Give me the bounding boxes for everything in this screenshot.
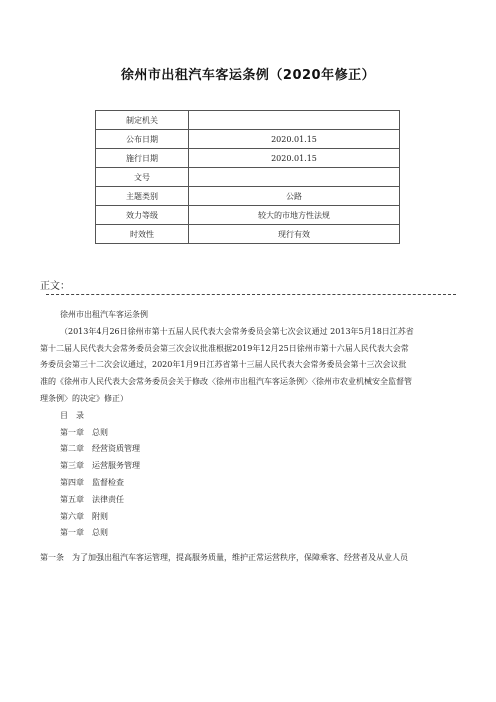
toc-heading: 目 录 <box>60 410 84 420</box>
meta-label: 制定机关 <box>96 111 189 130</box>
meta-value <box>189 168 400 187</box>
table-row <box>96 111 400 130</box>
toc-item: 第一章 总则 <box>60 427 108 437</box>
table-row <box>96 187 400 206</box>
meta-label: 效力等级 <box>96 206 189 225</box>
meta-label: 公布日期 <box>96 130 189 149</box>
spacer <box>40 542 456 550</box>
meta-value: 2020.01.15 <box>189 149 400 168</box>
toc-item: 第二章 经营资质管理 <box>60 444 140 454</box>
history-line: 准的《徐州市人民代表大会常务委员会关于修改〈徐州市出租汽车客运条例〉〈徐州市农业机械安全监督管 <box>40 377 412 387</box>
history-line: 理条例〉的决定》修正） <box>40 393 128 403</box>
meta-value: 公路 <box>189 187 400 206</box>
doc-name: 徐州市出租汽车客运条例 <box>60 310 148 319</box>
metadata-table <box>95 110 400 244</box>
table-row <box>96 168 400 187</box>
history-line: 务委员会第三十二次会议通过，2020年1月9日江苏省第十三届人民代表大会常务委员会第十三次会议批 <box>40 360 407 370</box>
history-line: 第十二届人民代表大会常务委员会第三次会议批准根据2019年12月25日徐州市第十六届人民代表大会常 <box>40 343 409 353</box>
body-heading: 正文： <box>40 281 70 292</box>
meta-label: 文号 <box>96 168 189 187</box>
table-row <box>96 206 400 225</box>
toc-item: 第一章 总则 <box>60 528 108 538</box>
meta-value: 较大的市地方性法规 <box>189 206 400 225</box>
meta-label: 主题类别 <box>96 187 189 206</box>
dashed-divider <box>46 294 456 295</box>
document-body <box>40 307 456 567</box>
meta-label: 施行日期 <box>96 149 189 168</box>
table-row <box>96 225 400 244</box>
toc-item: 第四章 监督检查 <box>60 477 124 487</box>
article-1: 第一条 为了加强出租汽车客运管理，提高服务质量，维护正常运营秩序，保障乘客、经营者及从业人员 <box>40 553 408 563</box>
toc-item: 第六章 附则 <box>60 511 108 521</box>
table-row <box>96 149 400 168</box>
toc-item: 第三章 运营服务管理 <box>60 461 140 471</box>
meta-value: 2020.01.15 <box>189 130 400 149</box>
history-line: （2013年4月26日徐州市第十五届人民代表大会常务委员会第七次会议通过 2013年5月18日江苏省 <box>60 326 414 336</box>
meta-label: 时效性 <box>96 225 189 244</box>
toc-item: 第五章 法律责任 <box>60 494 124 504</box>
table-row <box>96 130 400 149</box>
document-title: 徐州市出租汽车客运条例（2020年修正） <box>120 68 376 83</box>
meta-value <box>189 111 400 130</box>
meta-value: 现行有效 <box>189 225 400 244</box>
